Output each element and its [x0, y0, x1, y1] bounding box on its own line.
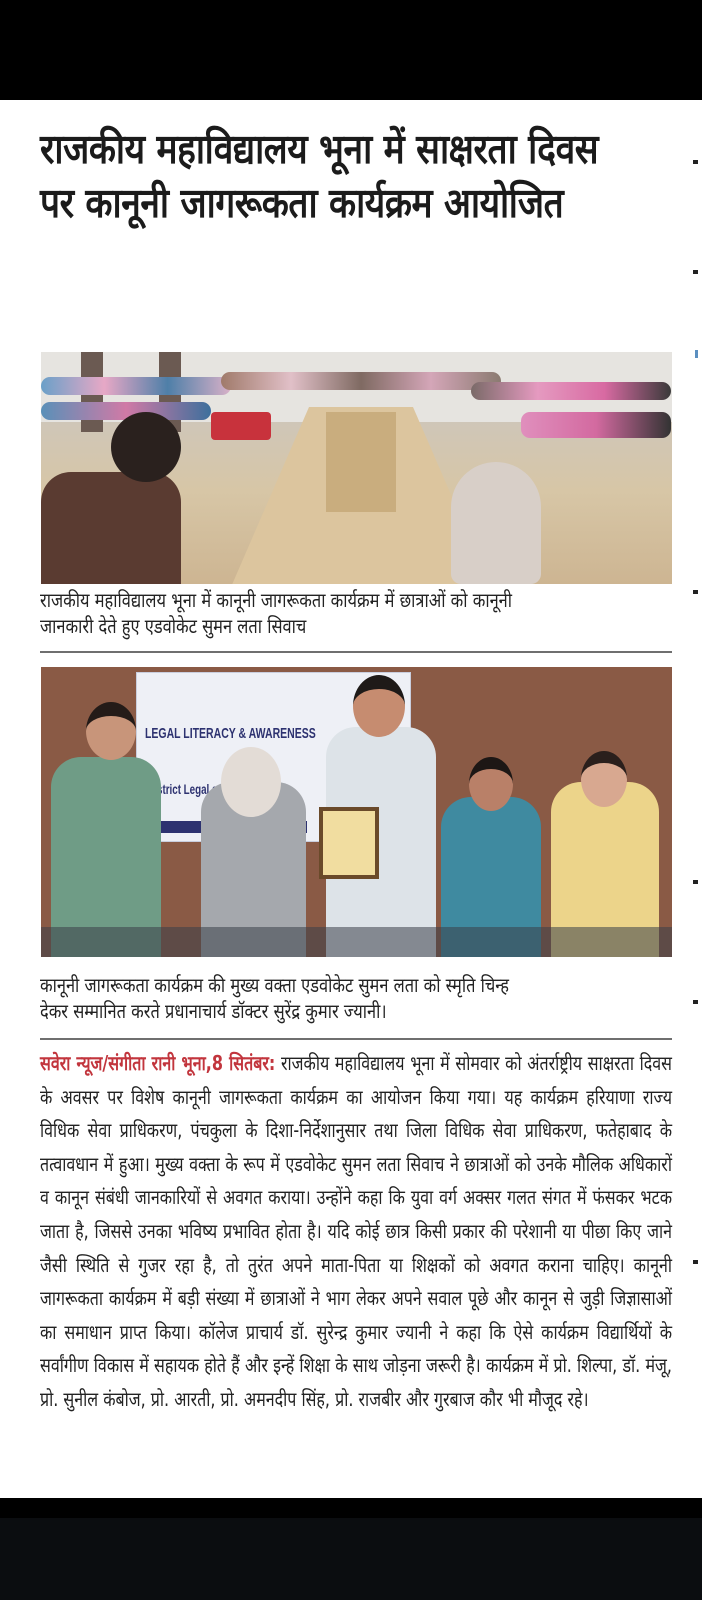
- photo-table-foreground: [41, 927, 672, 957]
- photo-red-kurta: [211, 412, 271, 440]
- photo-table-center: [326, 412, 396, 512]
- article-body: [40, 1047, 672, 1417]
- edge-mark: [693, 1000, 698, 1004]
- headline: [40, 122, 680, 230]
- photo-felicitation: [41, 667, 672, 957]
- caption-line: राजकीय महाविद्यालय भूना में कानूनी जागरूकता कार्यक्रम में छात्राओं को कानूनी: [40, 588, 513, 612]
- photo-man-head: [111, 412, 181, 482]
- caption-line: जानकारी देते हुए एडवोकेट सुमन लता सिवाच: [40, 614, 307, 638]
- photo-audience-right: [471, 382, 671, 400]
- caption-line: कानूनी जागरूकता कार्यक्रम की मुख्य वक्ता एडवोकेट सुमन लता को स्मृति चिन्ह: [40, 973, 509, 997]
- top-black-bar: [0, 0, 702, 100]
- headline-line-2: पर कानूनी जागरूकता कार्यक्रम आयोजित: [40, 179, 564, 227]
- caption-line: देकर सम्मानित करते प्रधानाचार्य डॉक्टर सुरेंद्र कुमार ज्यानी।: [40, 999, 387, 1023]
- edge-mark: [693, 880, 698, 884]
- photo-2-caption: [40, 972, 671, 1024]
- bottom-black-bar: [0, 1498, 702, 1600]
- byline: सवेरा न्यूज/संगीता रानी भूना,8 सितंबर:: [40, 1051, 276, 1075]
- divider: [40, 1038, 672, 1040]
- photo-memento: [319, 807, 379, 879]
- photo-chair: [41, 472, 181, 584]
- photo-1-caption: [40, 587, 671, 639]
- photo-audience-right: [521, 412, 671, 438]
- photo-students-seminar: [41, 352, 672, 584]
- edge-mark: [693, 1260, 698, 1264]
- divider: [40, 651, 672, 653]
- adjacent-column-edge: [682, 100, 702, 1498]
- photo-audience-center: [221, 372, 501, 390]
- photo-head: [86, 702, 136, 760]
- bottom-strip: [0, 1498, 702, 1518]
- edge-mark: [693, 590, 698, 594]
- photo-head: [353, 675, 405, 737]
- photo-head: [221, 747, 281, 817]
- headline-line-1: राजकीय महाविद्यालय भूना में साक्षरता दिवस: [40, 125, 599, 173]
- newspaper-clipping: [0, 100, 702, 1498]
- edge-mark: [695, 350, 698, 358]
- article-text: राजकीय महाविद्यालय भूना में सोमवार को अंतर्राष्ट्रीय साक्षरता दिवस के अवसर पर विशेष कानूनी जागरूकता कार्यक्रम का आयोजन किया गया। यह कार्यक्रम हरियाणा राज्य विधिक सेवा प्राधिकरण, पंचकुला के दिशा-निर्देशानुसार तथा जिला विधिक सेवा प्राधिकरण, फतेहाबाद के तत्वावधान में हुआ। मुख्य वक्ता के रूप में एडवोकेट सुमन लता सिवाच ने छात्राओं को उनके मौलिक अधिकारों व कानून संबंधी जानकारियों से अवगत कराया। उन्होंने कहा कि युवा वर्ग अक्सर गलत संगत में फंसकर भटक जाता है, जिससे उनका भविष्य प्रभावित होता है। यदि कोई छात्र किसी प्रकार की परेशानी या पीछा किए जाने जैसी स्थिति से गुजर रहा है, तो तुरंत अपने माता-पिता या शिक्षकों को अवगत कराना चाहिए। कानूनी जागरूकता कार्यक्रम में बड़ी संख्या में छात्राओं ने भाग लेकर अपने सवाल पूछे और कानून से जुड़ी जिज्ञासाओं का समाधान प्राप्त किया। कॉलेज प्राचार्य डॉ. सुरेन्द्र कुमार ज्यानी ने कहा कि ऐसे कार्यक्रम विद्यार्थियों के सर्वांगीण विकास में सहायक होते हैं और इन्हें शिक्षा के साथ जोड़ना जरूरी है। कार्यक्रम में प्रो. शिल्पा, डॉ. मंजू, प्रो. सुनील कंबोज, प्रो. आरती, प्रो. अमनदीप सिंह, प्रो. राजबीर और गुरबाज कौर भी मौजूद रहे।: [40, 1051, 672, 1411]
- photo-speaker: [451, 462, 541, 584]
- edge-mark: [693, 270, 698, 274]
- banner-subtitle: strict Legal: [157, 781, 210, 797]
- photo-head: [581, 751, 627, 807]
- edge-mark: [693, 160, 698, 164]
- photo-audience-left: [41, 377, 231, 395]
- photo-head: [469, 757, 513, 811]
- banner-title: LEGAL LITERACY & AWARENESS: [145, 725, 316, 742]
